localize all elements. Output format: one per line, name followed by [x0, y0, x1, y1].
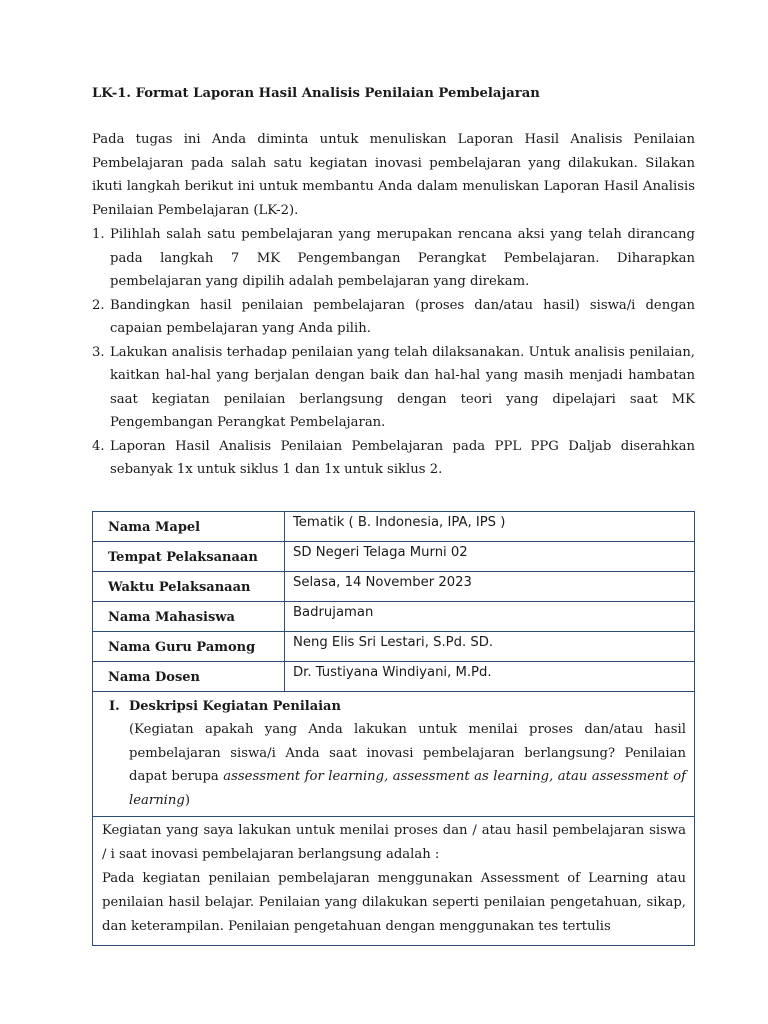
- table-row: [93, 542, 695, 572]
- list-item-number: 4.: [92, 438, 105, 454]
- answer-row: [93, 817, 695, 946]
- row-value: Tematik ( B. Indonesia, IPA, IPS ): [285, 512, 695, 542]
- row-label: Waktu Pelaksanaan: [93, 572, 285, 602]
- row-label: Tempat Pelaksanaan: [93, 542, 285, 572]
- list-item-number: 1.: [92, 227, 105, 242]
- info-table: [92, 511, 695, 946]
- section-description: [109, 718, 686, 812]
- row-label: Nama Dosen: [93, 662, 285, 692]
- row-label: Nama Guru Pamong: [93, 632, 285, 662]
- list-item-number: 3.: [92, 344, 105, 360]
- section-heading-text: Deskripsi Kegiatan Penilaian: [129, 699, 341, 714]
- section-heading: [109, 696, 686, 718]
- section-description-text: (Kegiatan apakah yang Anda lakukan untuk menilai proses dan/atau hasil pembelajaran siswa/i Anda saat inovasi pembelajaran berlangsung? Penilaian dapat berupa: [129, 722, 686, 784]
- list-item: [92, 341, 695, 435]
- table-row: [93, 512, 695, 542]
- row-label: Nama Mapel: [93, 512, 285, 542]
- intro-paragraph: Pada tugas ini Anda diminta untuk menuliskan Laporan Hasil Analisis Penilaian Pembelajaran pada salah satu kegiatan inovasi pembelajaran yang dilakukan. Silakan ikuti langkah berikut ini untuk membantu Anda dalam menuliskan Laporan Hasil Analisis Penilaian Pembelajaran (LK-2).: [92, 132, 695, 218]
- row-label: Nama Mahasiswa: [93, 602, 285, 632]
- section-cell: [93, 692, 695, 817]
- section-description-italic: assessment for learning, assessment as learning, atau assessment of learning: [129, 769, 687, 808]
- section-number: I.: [109, 699, 120, 714]
- list-item-number: 2.: [92, 297, 105, 313]
- row-value: Selasa, 14 November 2023: [285, 572, 695, 602]
- table-row: [93, 632, 695, 662]
- table-row: [93, 662, 695, 692]
- answer-paragraph: Pada kegiatan penilaian pembelajaran menggunakan Assessment of Learning atau penilaian hasil belajar. Penilaian yang dilakukan seperti penilaian pengetahuan, sikap, dan keterampilan. Penilaian pengetahuan dengan menggunakan tes tertulis: [102, 871, 686, 934]
- steps-list: [92, 223, 695, 482]
- table-row: [93, 602, 695, 632]
- table-row: [93, 572, 695, 602]
- list-item: [92, 223, 695, 294]
- answer-paragraph: Kegiatan yang saya lakukan untuk menilai proses dan / atau hasil pembelajaran siswa / i saat inovasi pembelajaran berlangsung adalah :: [102, 823, 686, 862]
- answer-cell: [93, 817, 695, 946]
- list-item-text: Bandingkan hasil penilaian pembelajaran (proses dan/atau hasil) siswa/i dengan capaian pembelajaran yang Anda pilih.: [110, 297, 695, 336]
- row-value: Badrujaman: [285, 602, 695, 632]
- list-item: [92, 294, 695, 341]
- list-item-text: Pilihlah salah satu pembelajaran yang merupakan rencana aksi yang telah dirancang pada langkah 7 MK Pengembangan Perangkat Pembelajaran. Diharapkan pembelajaran yang dipilih adalah pembelajaran yang direkam.: [110, 227, 695, 289]
- list-item-text: Lakukan analisis terhadap penilaian yang telah dilaksanakan. Untuk analisis penilaian, kaitkan hal-hal yang berjalan dengan baik dan hal-hal yang masih menjadi hambatan saat kegiatan penilaian berlangsung dengan teori yang dipelajari saat MK Pengembangan Perangkat Pembelajaran.: [110, 344, 695, 430]
- row-value: SD Negeri Telaga Murni 02: [285, 542, 695, 572]
- list-item-text: Laporan Hasil Analisis Penilaian Pembelajaran pada PPL PPG Daljab diserahkan sebanyak 1x untuk siklus 1 dan 1x untuk siklus 2.: [110, 438, 695, 477]
- row-value: Dr. Tustiyana Windiyani, M.Pd.: [285, 662, 695, 692]
- list-item: [92, 435, 695, 482]
- section-description-close: ): [184, 792, 190, 808]
- row-value: Neng Elis Sri Lestari, S.Pd. SD.: [285, 632, 695, 662]
- document-title: LK-1. Format Laporan Hasil Analisis Penilaian Pembelajaran: [92, 86, 540, 101]
- section-row: [93, 692, 695, 817]
